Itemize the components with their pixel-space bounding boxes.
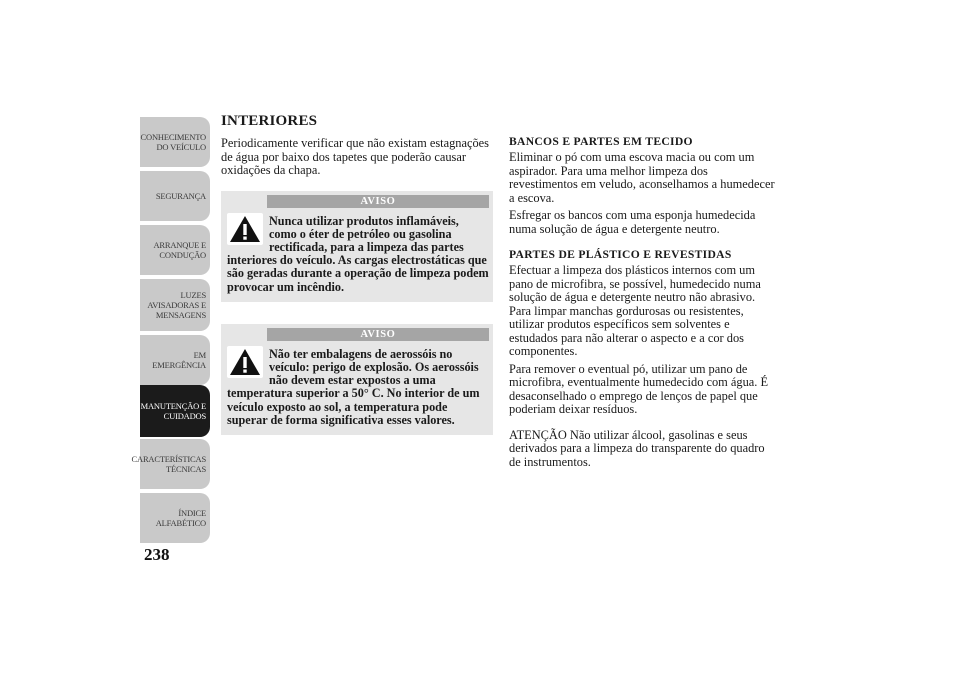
tab-indice-alfabetico[interactable]: ÍNDICE ALFABÉTICO [140,493,210,543]
warning-box [221,324,493,435]
fabric-heading: BANCOS E PARTES EM TECIDO [509,135,693,148]
warning-triangle-icon [227,346,263,378]
plastic-paragraph-1: Efectuar a limpeza dos plásticos internos com um pano de microfibra, se possível, humedecido numa solução de água e detergente neutro não abrasivo. Para limpar manchas gordurosas ou resistentes, utilizar produtos específicos sem solventes e estudados para não alterar o aspecto e a cor dos componentes. [509,263,761,358]
page-number: 238 [144,545,170,564]
intro-paragraph: Periodicamente verificar que não existam estagnações de água por baixo dos tapetes que poderão causar oxidações da chapa. [221,136,490,177]
attention-note: ATENÇÃO Não utilizar álcool, gasolinas e seus derivados para a limpeza do transparente do quadro de instrumentos. [509,427,765,469]
section-title: INTERIORES [221,113,318,129]
plastic-paragraph-2: Para remover o eventual pó, utilizar um pano de microfibra, eventualmente humedecido com água. É desaconselhado o emprego de lenços de papel que poderiam deixar resíduos. [509,361,769,416]
warning-heading: AVISO [267,328,489,341]
warning-heading: AVISO [267,195,489,208]
tab-em-emergencia[interactable]: EM EMERGÊNCIA [140,335,210,385]
tab-luzes-avisadoras[interactable]: LUZES AVISADORAS E MENSAGENS [140,279,210,331]
tab-seguranca[interactable]: SEGURANÇA [140,171,210,221]
interiors-section [221,113,493,435]
tab-conhecimento-do-veiculo[interactable]: CONHECIMENTO DO VEÍCULO [140,117,210,167]
tab-arranque-e-conducao[interactable]: ARRANQUE E CONDUÇÃO [140,225,210,275]
warning-text: Nunca utilizar produtos inflamáveis, como o éter de petróleo ou gasolina rectificada, para a limpeza das partes interiores do veículo. As cargas electrostáticas que são geradas durante a operação de limpeza podem provocar um incêndio. [227,213,489,294]
fabric-paragraph-1: Eliminar o pó com uma escova macia ou com um aspirador. Para uma melhor limpeza dos revestimentos em veludo, aconselhamos a humedecer a escova. [509,150,775,205]
fabric-paragraph-2: Esfregar os bancos com uma esponja humedecida numa solução de água e detergente neutro. [509,208,756,236]
warning-box [221,191,493,302]
plastic-heading: PARTES DE PLÁSTICO E REVESTIDAS [509,248,732,261]
tab-caracteristicas-tecnicas[interactable]: CARACTERÍSTICAS TÉCNICAS [140,439,210,489]
warning-text: Não ter embalagens de aerossóis no veículo: perigo de explosão. Os aerossóis não devem estar expostos a uma temperatura superior a 50° C. No interior de um veículo exposto ao sol, a temperatura pode superar de forma significativa esses valores. [227,346,480,427]
warning-triangle-icon [227,213,263,245]
tab-manutencao-e-cuidados[interactable]: MANUTENÇÃO E CUIDADOS [140,385,210,437]
cleaning-instructions [509,135,779,473]
